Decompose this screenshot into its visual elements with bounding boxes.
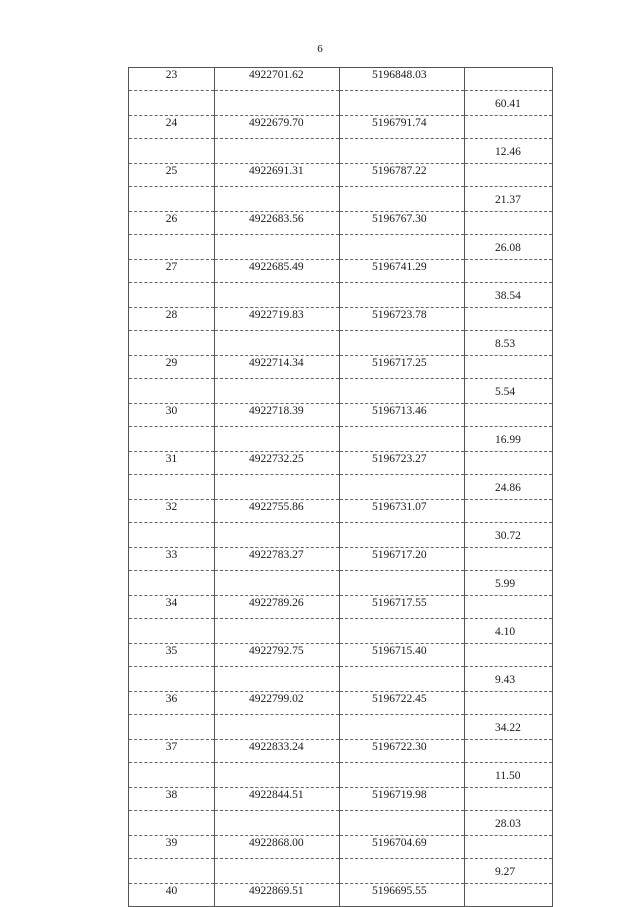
x-coordinate: 4922792.75 [215, 644, 340, 667]
empty-cell [465, 692, 553, 715]
y-coordinate: 5196722.45 [340, 692, 465, 715]
point-number: 40 [129, 884, 215, 907]
empty-cell [465, 500, 553, 523]
distance-row [129, 475, 553, 500]
empty-cell [129, 571, 215, 596]
point-row [129, 788, 553, 811]
empty-cell [215, 187, 340, 212]
segment-length: 24.86 [465, 475, 553, 500]
segment-length: 38.54 [465, 283, 553, 308]
empty-cell [129, 715, 215, 740]
y-coordinate: 5196717.55 [340, 596, 465, 619]
empty-cell [340, 331, 465, 356]
empty-cell [340, 763, 465, 788]
empty-cell [340, 667, 465, 692]
segment-length: 12.46 [465, 139, 553, 164]
empty-cell [129, 139, 215, 164]
segment-length: 30.72 [465, 523, 553, 548]
empty-cell [215, 619, 340, 644]
point-number: 38 [129, 788, 215, 811]
point-number: 34 [129, 596, 215, 619]
x-coordinate: 4922691.31 [215, 164, 340, 187]
empty-cell [215, 811, 340, 836]
y-coordinate: 5196787.22 [340, 164, 465, 187]
point-row [129, 452, 553, 475]
y-coordinate: 5196723.27 [340, 452, 465, 475]
empty-cell [465, 548, 553, 571]
point-number: 30 [129, 404, 215, 427]
empty-cell [465, 644, 553, 667]
empty-cell [129, 331, 215, 356]
point-row [129, 308, 553, 331]
empty-cell [129, 427, 215, 452]
empty-cell [215, 283, 340, 308]
x-coordinate: 4922718.39 [215, 404, 340, 427]
empty-cell [340, 619, 465, 644]
segment-length: 34.22 [465, 715, 553, 740]
point-row [129, 692, 553, 715]
empty-cell [215, 571, 340, 596]
x-coordinate: 4922685.49 [215, 260, 340, 283]
x-coordinate: 4922732.25 [215, 452, 340, 475]
empty-cell [215, 379, 340, 404]
y-coordinate: 5196717.20 [340, 548, 465, 571]
empty-cell [340, 283, 465, 308]
segment-length: 11.50 [465, 763, 553, 788]
y-coordinate: 5196704.69 [340, 836, 465, 859]
x-coordinate: 4922783.27 [215, 548, 340, 571]
empty-cell [465, 740, 553, 763]
segment-length: 5.99 [465, 571, 553, 596]
empty-cell [340, 235, 465, 260]
point-row [129, 500, 553, 523]
empty-cell [215, 331, 340, 356]
distance-row [129, 859, 553, 884]
point-row [129, 68, 553, 91]
point-row [129, 836, 553, 859]
point-row [129, 596, 553, 619]
point-row [129, 116, 553, 139]
y-coordinate: 5196719.98 [340, 788, 465, 811]
empty-cell [340, 811, 465, 836]
empty-cell [465, 260, 553, 283]
empty-cell [465, 836, 553, 859]
coordinates-table-body [129, 68, 553, 907]
empty-cell [465, 308, 553, 331]
distance-row [129, 571, 553, 596]
distance-row [129, 715, 553, 740]
empty-cell [215, 427, 340, 452]
point-number: 23 [129, 68, 215, 91]
point-row [129, 260, 553, 283]
y-coordinate: 5196713.46 [340, 404, 465, 427]
point-row [129, 212, 553, 235]
point-number: 28 [129, 308, 215, 331]
y-coordinate: 5196731.07 [340, 500, 465, 523]
segment-length: 60.41 [465, 91, 553, 116]
x-coordinate: 4922714.34 [215, 356, 340, 379]
point-number: 39 [129, 836, 215, 859]
empty-cell [340, 523, 465, 548]
point-number: 27 [129, 260, 215, 283]
point-row [129, 356, 553, 379]
point-row [129, 548, 553, 571]
empty-cell [129, 187, 215, 212]
empty-cell [129, 763, 215, 788]
empty-cell [340, 187, 465, 212]
point-number: 36 [129, 692, 215, 715]
point-number: 31 [129, 452, 215, 475]
empty-cell [465, 68, 553, 91]
empty-cell [465, 404, 553, 427]
coordinates-table [128, 67, 553, 907]
y-coordinate: 5196715.40 [340, 644, 465, 667]
x-coordinate: 4922755.86 [215, 500, 340, 523]
x-coordinate: 4922701.62 [215, 68, 340, 91]
y-coordinate: 5196767.30 [340, 212, 465, 235]
point-number: 32 [129, 500, 215, 523]
distance-row [129, 379, 553, 404]
empty-cell [465, 164, 553, 187]
empty-cell [340, 427, 465, 452]
x-coordinate: 4922683.56 [215, 212, 340, 235]
empty-cell [340, 859, 465, 884]
point-number: 29 [129, 356, 215, 379]
point-number: 25 [129, 164, 215, 187]
empty-cell [340, 379, 465, 404]
point-row [129, 644, 553, 667]
empty-cell [215, 139, 340, 164]
empty-cell [215, 235, 340, 260]
point-row [129, 404, 553, 427]
distance-row [129, 523, 553, 548]
x-coordinate: 4922789.26 [215, 596, 340, 619]
y-coordinate: 5196695.55 [340, 884, 465, 907]
empty-cell [465, 212, 553, 235]
empty-cell [215, 715, 340, 740]
empty-cell [129, 859, 215, 884]
distance-row [129, 91, 553, 116]
x-coordinate: 4922833.24 [215, 740, 340, 763]
empty-cell [129, 523, 215, 548]
empty-cell [215, 523, 340, 548]
empty-cell [465, 788, 553, 811]
empty-cell [215, 91, 340, 116]
distance-row [129, 619, 553, 644]
point-number: 37 [129, 740, 215, 763]
point-row [129, 884, 553, 907]
point-row [129, 164, 553, 187]
empty-cell [340, 475, 465, 500]
distance-row [129, 427, 553, 452]
empty-cell [129, 91, 215, 116]
x-coordinate: 4922799.02 [215, 692, 340, 715]
distance-row [129, 667, 553, 692]
y-coordinate: 5196848.03 [340, 68, 465, 91]
segment-length: 26.08 [465, 235, 553, 260]
y-coordinate: 5196741.29 [340, 260, 465, 283]
empty-cell [215, 859, 340, 884]
empty-cell [465, 452, 553, 475]
empty-cell [340, 715, 465, 740]
page-number: 6 [317, 43, 323, 55]
y-coordinate: 5196723.78 [340, 308, 465, 331]
x-coordinate: 4922844.51 [215, 788, 340, 811]
x-coordinate: 4922868.00 [215, 836, 340, 859]
empty-cell [215, 475, 340, 500]
segment-length: 4.10 [465, 619, 553, 644]
point-number: 33 [129, 548, 215, 571]
distance-row [129, 235, 553, 260]
x-coordinate: 4922719.83 [215, 308, 340, 331]
empty-cell [465, 884, 553, 907]
empty-cell [129, 283, 215, 308]
segment-length: 21.37 [465, 187, 553, 212]
empty-cell [129, 619, 215, 644]
empty-cell [215, 667, 340, 692]
distance-row [129, 283, 553, 308]
empty-cell [340, 91, 465, 116]
empty-cell [215, 763, 340, 788]
y-coordinate: 5196717.25 [340, 356, 465, 379]
empty-cell [465, 356, 553, 379]
empty-cell [340, 139, 465, 164]
point-number: 26 [129, 212, 215, 235]
empty-cell [465, 596, 553, 619]
segment-length: 5.54 [465, 379, 553, 404]
segment-length: 16.99 [465, 427, 553, 452]
empty-cell [340, 571, 465, 596]
segment-length: 9.27 [465, 859, 553, 884]
empty-cell [129, 475, 215, 500]
empty-cell [129, 667, 215, 692]
x-coordinate: 4922679.70 [215, 116, 340, 139]
segment-length: 8.53 [465, 331, 553, 356]
point-number: 24 [129, 116, 215, 139]
y-coordinate: 5196791.74 [340, 116, 465, 139]
distance-row [129, 139, 553, 164]
distance-row [129, 331, 553, 356]
point-row [129, 740, 553, 763]
empty-cell [465, 116, 553, 139]
distance-row [129, 763, 553, 788]
distance-row [129, 811, 553, 836]
x-coordinate: 4922869.51 [215, 884, 340, 907]
empty-cell [129, 235, 215, 260]
point-number: 35 [129, 644, 215, 667]
segment-length: 9.43 [465, 667, 553, 692]
empty-cell [129, 379, 215, 404]
y-coordinate: 5196722.30 [340, 740, 465, 763]
segment-length: 28.03 [465, 811, 553, 836]
distance-row [129, 187, 553, 212]
empty-cell [129, 811, 215, 836]
